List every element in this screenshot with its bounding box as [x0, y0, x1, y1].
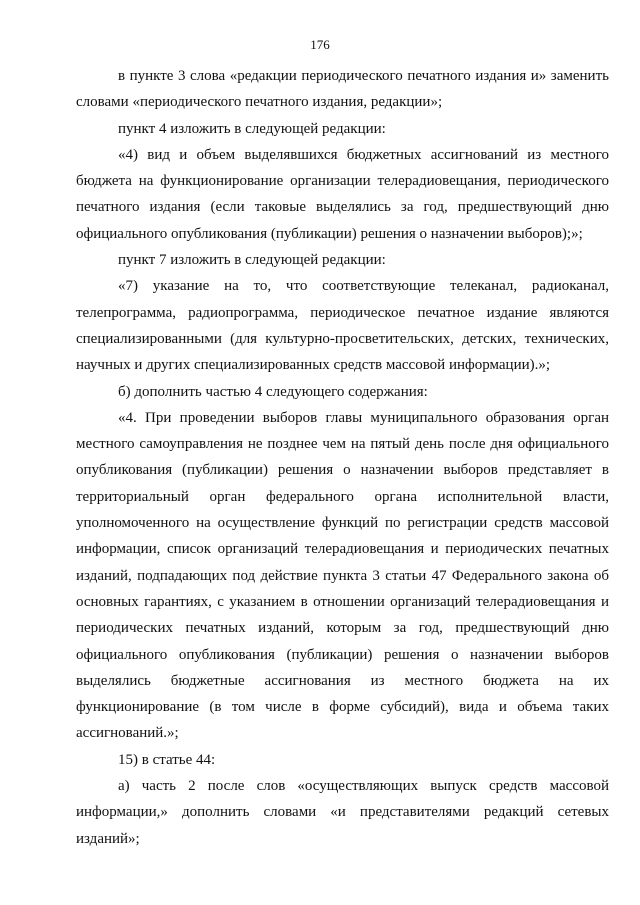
- paragraph-7: «4. При проведении выборов главы муниципального образования орган местного самоуправления не позднее чем на пятый день после дня официального опубликования (публикации) решения о назначении выборов представляет в территориальный орган федерального органа исполнительной власти, уполномоченного на осуществление функций по регистрации средств массовой информации, список организаций телерадиовещания и периодических печатных изданий, подпадающих под действие пункта 3 статьи 47 Федерального закона об основных гарантиях, с указанием в отношении организаций телерадиовещания и периодических печатных изданий, которым за год, предшествующий дню официального опубликования (публикации) решения о назначении выборов выделялись бюджетные ассигнования из местного бюджета на их функционирование (в том числе в форме субсидий), вида и объема таких ассигнований.»;: [76, 409, 609, 742]
- paragraph-8: 15) в статье 44:: [118, 751, 216, 768]
- page-number: 176: [310, 37, 330, 52]
- paragraph-5: «7) указание на то, что соответствующие телеканал, радиоканал, телепрограмма, радиопрограмма, периодическое печатное издание являются специализированными (для культурно-просветительских, детских, технических, научных и других специализированных средств массовой информации).»;: [76, 278, 609, 374]
- paragraph-9: а) часть 2 после слов «осуществляющих выпуск средств массовой информации,» дополнить словами «и представителями редакций сетевых изданий»;: [76, 778, 609, 847]
- paragraph-1: в пункте 3 слова «редакции периодического печатного издания и» заменить словами «периодического печатного издания, редакции»;: [76, 68, 609, 111]
- paragraph-4: пункт 7 изложить в следующей редакции:: [118, 252, 386, 269]
- document-body: [76, 63, 609, 852]
- paragraph-6: б) дополнить частью 4 следующего содержания:: [118, 383, 428, 400]
- paragraph-2: пункт 4 изложить в следующей редакции:: [118, 120, 386, 137]
- paragraph-3: «4) вид и объем выделявшихся бюджетных ассигнований из местного бюджета на функционирование организации телерадиовещания, периодического печатного издания (если таковые выделялись за год, предшествующий дню официального опубликования (публикации) решения о назначении выборов);»;: [76, 146, 609, 242]
